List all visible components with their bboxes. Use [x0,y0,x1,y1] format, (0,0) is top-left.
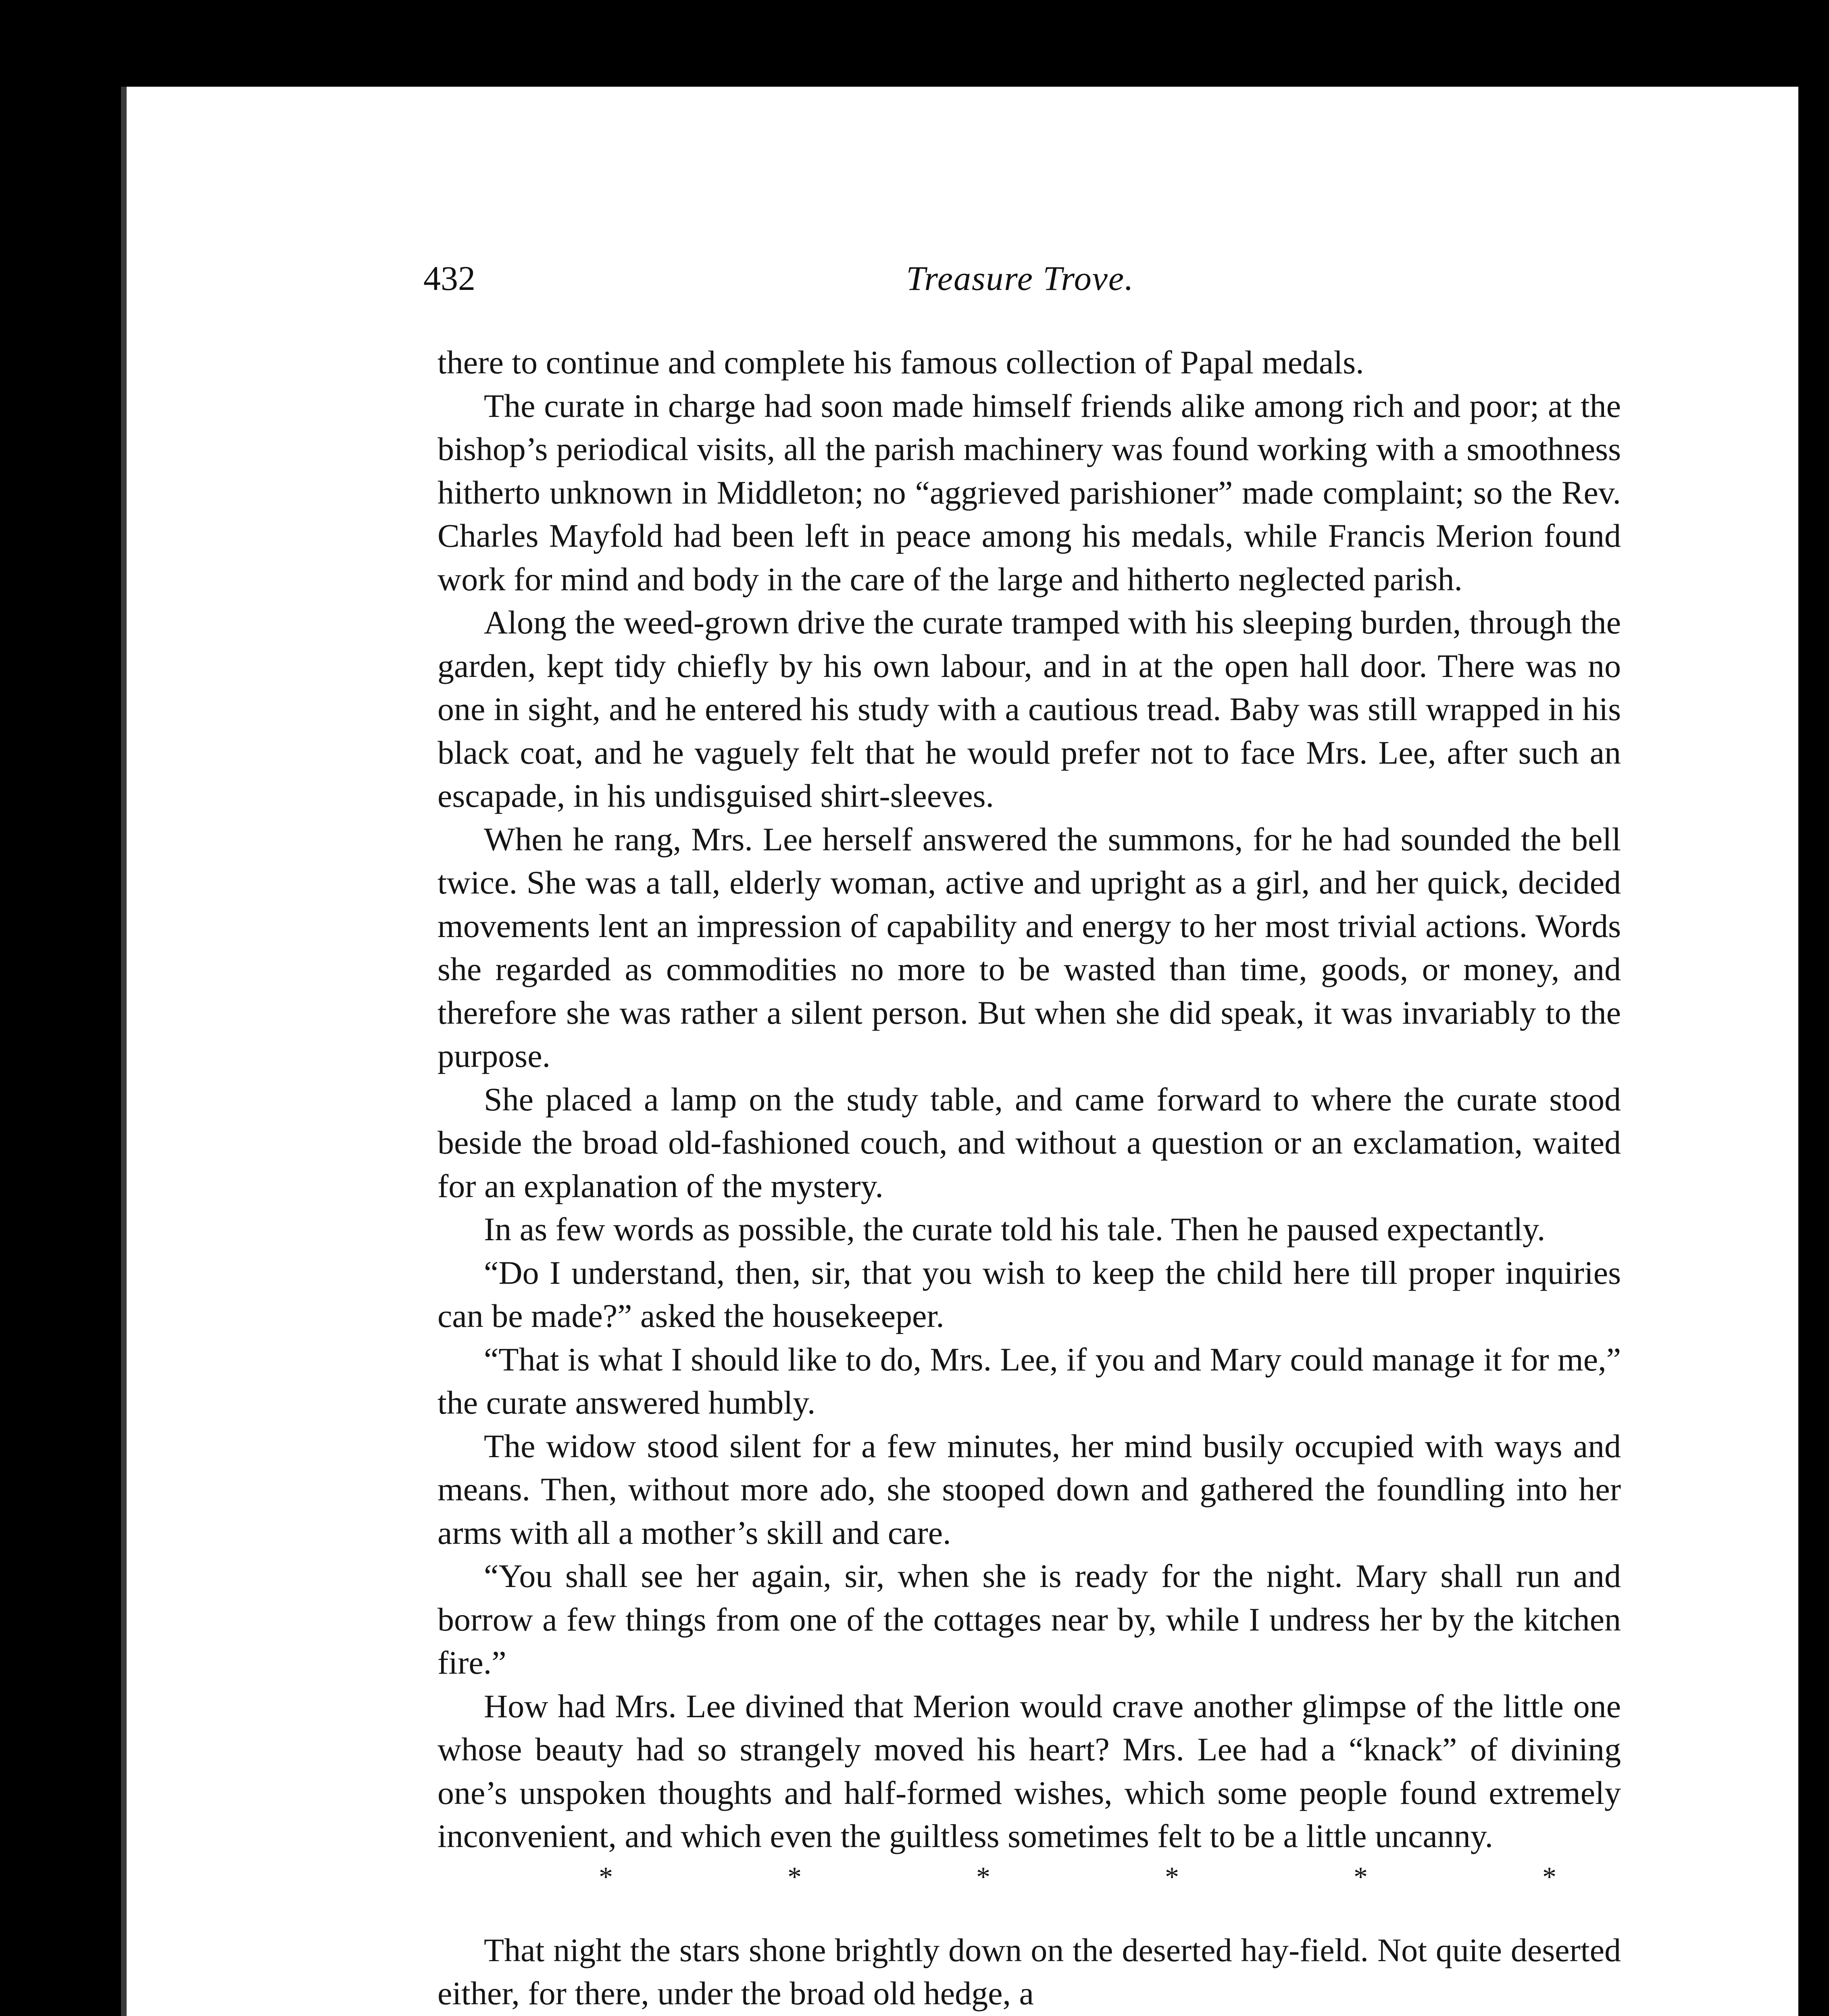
paragraph: “Do I understand, then, sir, that you wish to keep the child here till proper inquiries can be made?” asked the housekeeper. [437,1254,1621,1334]
page-header [423,258,1617,306]
paragraph: there to continue and complete his famous collection of Papal medals. [437,344,1364,381]
paragraph: “You shall see her again, sir, when she is ready for the night. Mary shall run and borrow a few things from one of the cottages near by, while I undress her by the kitchen fire.” [437,1558,1621,1681]
separator-star: * [599,1861,613,1893]
paragraph: Along the weed-grown drive the curate tramped with his sleeping burden, through the garden, kept tidy chiefly by his own labour, and in at the open hall door. There was no one in sight, and he entered his study with a cautious tread. Baby was still wrapped in his black coat, and he vaguely felt that he would prefer not to face Mrs. Lee, after such an escapade, in his undisguised shirt-sleeves. [437,604,1621,814]
paragraph: The curate in charge had soon made himself friends alike among rich and poor; at the bishop’s periodical visits, all the parish machinery was found working with a smoothness hitherto unknown in Middleton; no “aggrieved parishioner” made complaint; so the Rev. Charles Mayfold had been left in peace among his medals, while Francis Merion found work for mind and body in the care of the large and hitherto neglected parish. [437,387,1621,598]
separator-star: * [1165,1861,1179,1893]
separator-star: * [976,1861,990,1893]
paragraph: In as few words as possible, the curate told his tale. Then he paused expectantly. [484,1211,1546,1248]
separator-star: * [1542,1861,1556,1893]
paragraph: The widow stood silent for a few minutes, her mind busily occupied with ways and means. Then, without more ado, she stooped down and gathered the foundling into her arms with all a mother’s skill and care. [437,1427,1621,1551]
paragraph: That night the stars shone brightly down on the deserted hay-field. Not quite deserted either, for there, under the broad old hedge, a [437,1931,1621,2012]
paragraph: How had Mrs. Lee divined that Merion would crave another glimpse of the little one whose beauty had so strangely moved his heart? Mrs. Lee had a “knack” of divining one’s unspoken thoughts and half-formed wishes, which some people found extremely inconvenient, and which even the guiltless sometimes felt to be a little uncanny. [437,1687,1621,1854]
section-separator [437,1862,1621,1892]
body-text [437,341,1621,2015]
separator-star: * [787,1861,802,1893]
separator-star: * [1354,1861,1368,1893]
running-title: Treasure Trove. [906,259,1134,298]
page-number: 432 [423,259,475,298]
paragraph: “That is what I should like to do, Mrs. Lee, if you and Mary could manage it for me,” the curate answered humbly. [437,1341,1621,1421]
paragraph: She placed a lamp on the study table, and came forward to where the curate stood beside the broad old-fashioned couch, and without a question or an exclamation, waited for an explanation of the mystery. [437,1081,1621,1204]
paragraph: When he rang, Mrs. Lee herself answered the summons, for he had sounded the bell twice. She was a tall, elderly woman, active and upright as a girl, and her quick, decided movements lent an impression of capability and energy to her most trivial actions. Words she regarded as commodities no more to be wasted than time, goods, or money, and therefore she was rather a silent person. But when she did speak, it was invariably to the purpose. [437,821,1621,1074]
